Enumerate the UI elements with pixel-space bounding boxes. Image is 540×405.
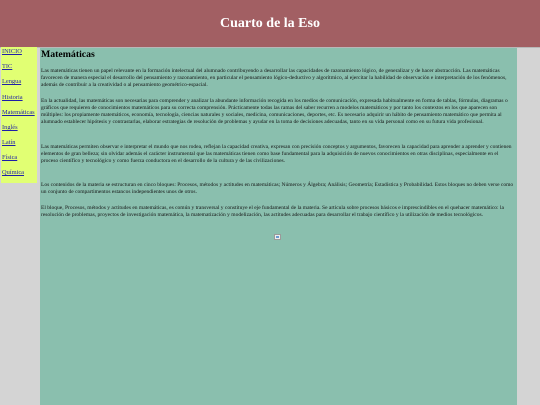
sidebar-item-latin[interactable]: Latín [2,139,16,146]
sidebar-item-lengua[interactable]: Lengua [2,78,22,85]
paragraph-contenidos: Los contenidos de la materia se estructuran en cinco bloques: Procesos, métodos y actitudes en matemáticas; Números y Álgebra; Análisis; Geometría; Estadística y Probabilidad. Estos bloques no deben verse como un conjunto de compartimentos estancos independientes unos de otros. [41,182,514,196]
sidebar-nav [1,47,37,183]
broken-image-icon [274,234,281,240]
main-content [40,48,517,405]
sidebar-item-fisica[interactable]: Física [2,154,18,161]
sidebar-item-ingles[interactable]: Inglés [2,124,18,131]
sidebar-item-historia[interactable]: Historia [2,94,23,101]
paragraph-mundo: Las matemáticas permiten observar e interpretar el mundo que nos rodea, reflejan la capacidad creativa, expresan con precisión conceptos y argumentos, favorecen la capacidad para aprender a aprender y contienen elementos de gran belleza; sin olvidar además el carácter instrumental que las matemáticas tienen como base fundamental para la adquisición de nuevos conocimientos en otras disciplinas, especialmente en el proceso científico y tecnológico y como fuerza conductora en el desarrollo de la cultura y de las civilizaciones. [41,144,512,165]
sidebar-item-inicio[interactable]: INICIO [2,48,22,55]
paragraph-actualidad: En la actualidad, las matemáticas son necesarias para comprender y analizar la abundante información recogida en los medios de comunicación, expresada habitualmente en forma de tablas, fórmulas, diagramas o gráficos que requieren de conocimientos matemáticos para su correcta comprensión. Prácticamente todas las ramas del saber recurren a modelos matemáticos y por tanto los contextos en los que aparecen son múltiples: los propiamente matemáticos, economía, tecnología, ciencias naturales y sociales, medicina, comunicaciones, deportes, etc. Es necesario adquirir un hábito de pensamiento matemático que permita al alumnado establecer hipótesis y contrastarlas, elaborar estrategias de resolución de problemas y ayudar en la toma de decisiones adecuadas, tanto en su vida personal como en su futura vida profesional. [41,98,508,126]
page-banner [0,0,540,47]
sidebar-item-tic[interactable]: TIC [2,63,13,70]
paragraph-bloque: El bloque, Procesos, métodos y actitudes en matemáticas, es común y transversal y constituye el eje fundamental de la materia. Se articula sobre procesos básicos e imprescindibles en el quehacer matemático: la resolución de problemas, proyectos de investigación matemática, la matematización y modelización, las actitudes adecuadas para desarrollar el trabajo científico y la utilización de medios tecnológicos. [41,205,504,219]
sidebar-item-matematicas[interactable]: Matemáticas [2,109,35,116]
sidebar-item-quimica[interactable]: Química [2,169,25,176]
paragraph-intro: Las matemáticas tienen un papel relevante en la formación intelectual del alumnado contribuyendo a desarrollar las capacidades de razonamiento lógico, de generalizar y de hacer abstracción. Las matemáticas favorecen de manera especial el desarrollo del pensamiento y razonamiento, en particular el pensamiento lógico-deductivo y algorítmico, al ejercitar la habilidad de observación e interpretación de los fenómenos, además de contribuir a la creatividad o al pensamiento geométrico-espacial. [41,68,507,89]
section-title: Matemáticas [41,49,95,60]
page-title: Cuarto de la Eso [220,15,320,31]
